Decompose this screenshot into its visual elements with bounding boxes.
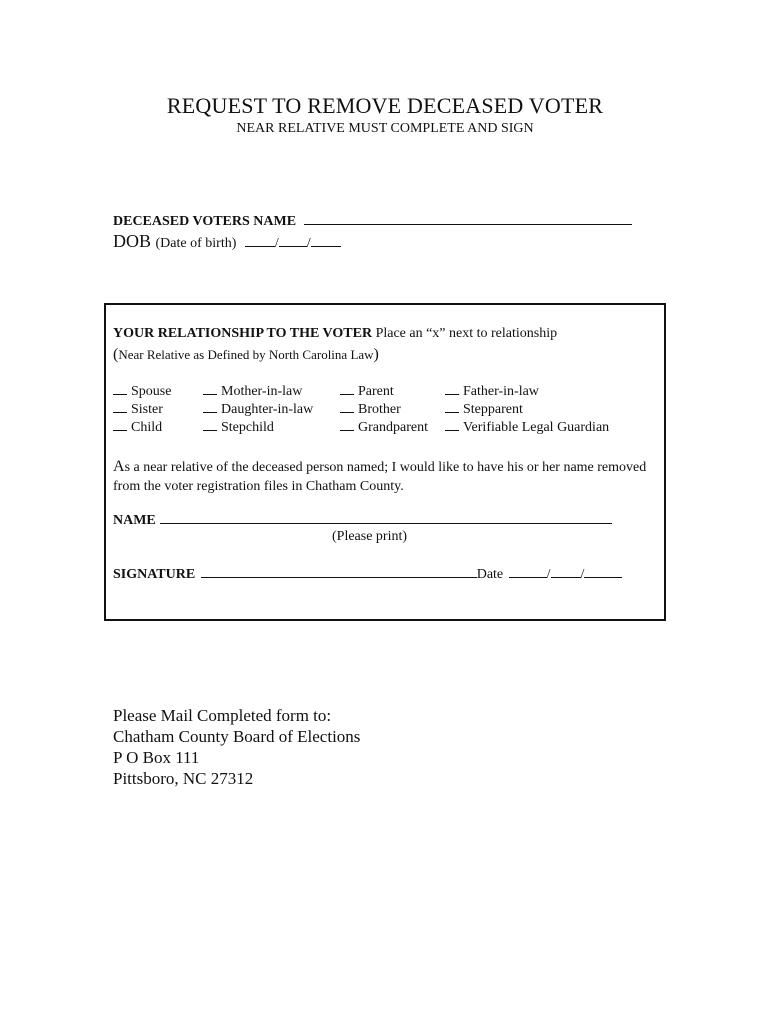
checkbox-blank[interactable]: [340, 401, 354, 413]
option-spouse[interactable]: [113, 383, 171, 400]
checkbox-blank[interactable]: [340, 419, 354, 431]
option-brother[interactable]: [340, 401, 401, 418]
checkbox-blank[interactable]: [203, 383, 217, 395]
checkbox-blank[interactable]: [203, 401, 217, 413]
form-title: REQUEST TO REMOVE DECEASED VOTER: [166, 93, 604, 118]
option-daughter-in-law[interactable]: [203, 401, 313, 418]
date-separator: /: [546, 567, 551, 582]
mail-instruction: Please Mail Completed form to:: [113, 706, 332, 725]
form-subtitle: NEAR RELATIVE MUST COMPLETE AND SIGN: [236, 121, 534, 136]
option-grandparent[interactable]: [340, 419, 428, 436]
option-label: Brother: [358, 402, 401, 417]
date-year-field[interactable]: [584, 565, 622, 578]
checkbox-blank[interactable]: [445, 419, 459, 431]
option-label: Grandparent: [358, 420, 428, 435]
dob-day-field[interactable]: [279, 234, 307, 247]
checkbox-blank[interactable]: [445, 383, 459, 395]
dob-separator: /: [274, 236, 279, 251]
note-close-paren: ): [373, 346, 379, 363]
option-parent[interactable]: [340, 383, 394, 400]
date-day-field[interactable]: [551, 565, 581, 578]
option-label: Father-in-law: [463, 384, 539, 399]
removal-statement: [113, 457, 653, 496]
date-label: Date: [476, 567, 504, 582]
relationship-note-text: Near Relative as Defined by North Carolina Law: [118, 347, 374, 362]
option-label: Daughter-in-law: [221, 402, 314, 417]
option-label: Spouse: [131, 384, 172, 399]
checkbox-blank[interactable]: [113, 383, 127, 395]
option-label: Parent: [358, 384, 394, 399]
name-label: NAME: [113, 513, 156, 528]
statement-text: s a near relative of the deceased person named; I would like to have his or her name removed from the voter registration files in Chatham County.: [113, 460, 647, 494]
relationship-heading-row: [113, 326, 557, 342]
option-label: Mother-in-law: [221, 384, 303, 399]
dob-hint: (Date of birth): [155, 236, 237, 251]
option-sister[interactable]: [113, 401, 163, 418]
date-separator: /: [580, 567, 585, 582]
option-label: Child: [131, 420, 163, 435]
dob-label: DOB: [113, 231, 152, 251]
option-stepparent[interactable]: [445, 401, 523, 418]
checkbox-blank[interactable]: [203, 419, 217, 431]
option-legal-guardian[interactable]: [445, 419, 609, 436]
option-label: Stepchild: [221, 420, 274, 435]
dob-year-field[interactable]: [311, 234, 341, 247]
mail-po-box: P O Box 111: [113, 748, 200, 767]
deceased-name-field[interactable]: [304, 211, 632, 225]
relationship-note: [113, 346, 379, 364]
option-mother-in-law[interactable]: [203, 383, 302, 400]
mail-city-state-zip: Pittsboro, NC 27312: [113, 769, 254, 788]
statement-first-letter: A: [113, 458, 125, 475]
checkbox-blank[interactable]: [113, 401, 127, 413]
signature-row: [113, 565, 622, 583]
note-open-paren: (: [113, 346, 119, 363]
relationship-heading: YOUR RELATIONSHIP TO THE VOTER: [113, 326, 373, 341]
checkbox-blank[interactable]: [113, 419, 127, 431]
dob-row: [113, 231, 341, 252]
relationship-instruction: Place an “x” next to relationship: [372, 326, 558, 341]
option-label: Stepparent: [463, 402, 523, 417]
deceased-name-row: [113, 211, 632, 230]
name-row: [113, 511, 612, 529]
option-child[interactable]: [113, 419, 162, 436]
deceased-name-label: DECEASED VOTERS NAME: [113, 214, 297, 229]
checkbox-blank[interactable]: [340, 383, 354, 395]
signature-label: SIGNATURE: [113, 567, 196, 582]
dob-month-field[interactable]: [245, 234, 275, 247]
please-print-hint: (Please print): [332, 529, 408, 544]
option-father-in-law[interactable]: [445, 383, 539, 400]
date-month-field[interactable]: [509, 565, 547, 578]
option-label: Verifiable Legal Guardian: [463, 420, 610, 435]
option-stepchild[interactable]: [203, 419, 274, 436]
option-label: Sister: [131, 402, 163, 417]
name-field[interactable]: [160, 511, 612, 524]
mail-recipient: Chatham County Board of Elections: [113, 727, 361, 746]
checkbox-blank[interactable]: [445, 401, 459, 413]
dob-separator: /: [306, 236, 311, 251]
signature-field[interactable]: [201, 565, 477, 578]
